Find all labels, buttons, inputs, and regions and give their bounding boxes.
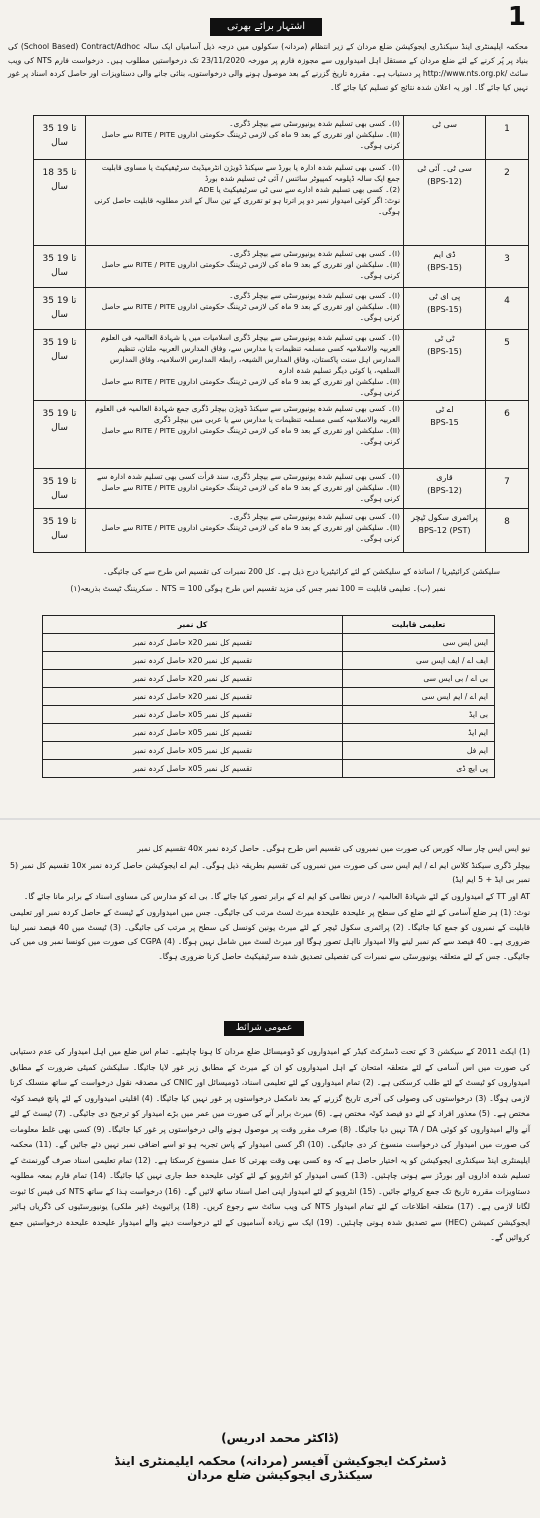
marks-table: [42, 615, 495, 778]
post-title: پرائمری سکول ٹیچر: [411, 513, 478, 522]
post-number: 6: [486, 401, 529, 469]
age-unit: سال: [51, 310, 68, 320]
intro-text-c: تک درخواستیں مطلوب ہیں۔ درخواست فارم NTS کی ویب سائٹ: [8, 55, 529, 78]
post-title: ڈی ایم: [433, 250, 456, 259]
post-requirements: [86, 330, 404, 401]
intro-basis: (School Based) Contract/Adhoc: [20, 42, 141, 51]
marks-qualification: ایس ایس سی: [343, 634, 495, 652]
post-title: سی ٹی۔ آئی ٹی: [417, 164, 472, 173]
posts-table-body: [34, 116, 529, 553]
age-range: 35 تا 19: [42, 124, 77, 134]
post-requirements: [86, 288, 404, 330]
age-range: 35 تا 19: [42, 517, 77, 527]
post-row: [34, 246, 529, 288]
post-row: [34, 288, 529, 330]
marks-row: [43, 742, 495, 760]
post-title: سی ٹی: [432, 120, 457, 129]
post-row: [34, 469, 529, 509]
post-bps: (BPS-15): [427, 305, 462, 314]
post-name: [404, 116, 486, 160]
marks-formula: حاصل کردہ نمبر x05 تقسیم کل نمبر: [43, 760, 343, 778]
intro-date: 23/11/2020: [201, 55, 246, 65]
post-number: 8: [486, 509, 529, 553]
post-bps: BPS-12 (PST): [418, 526, 471, 535]
general-conditions-text: (1) ایکٹ 2011 کے سیکشن 3 کے تحت ڈسٹرکٹ کیڈر کے امیدواروں کو ڈومیسائل ضلع مردان کا ہونا چاہئیے۔ تمام اس ضلع میں اہل امیدوار کی عدم دستیابی کی صورت میں اس آسامی کے لئے متعلقہ امتحان کے اہل امیدواروں کو ان کے میرٹ کے مطابق زیر غور لایا جائیگا۔ سلیکشن کمیٹی ضرورت کے مطابق امیدواروں کو ٹیسٹ کے لئے طلب کرسکتی ہے۔ (2) تمام امیدواروں کے لئے تعلیمی اسناد، ڈومیسائل اور CNIC کی مصدقہ نقول درخواست کے ساتھ منسلک کرنا لازمی ہوگا۔ (3) درخواستوں کی وصولی کی آخری تاریخ گزرنے کے بعد نامکمل درخواستوں پر غور نہیں کیا جائیگا۔ (4) اقلیتی امیدواروں کے لئے پانچ فیصد کوٹہ مختص ہے۔ (5) معذور افراد کے لئے دو فیصد کوٹہ مختص ہے۔ (6) میرٹ برابر آنے کی صورت میں عمر میں بڑے امیدوار کو ترجیح دی جائیگی۔ (7) ٹیسٹ کے لئے آنے والے امیدواروں کو کوئی TA / DA نہیں دیا جائیگا۔ (8) صرف مقرر وقت پر موصول ہونے والی درخواستوں پر غور کیا جائیگا۔ (9) کسی بھی غلط معلومات کی صورت میں امیدوار کی درخواست منسوخ کر دی جائیگی۔ (10) اگر کسی امیدوار کے پاس تجربہ ہو تو اسے اضافی نمبر نہیں دئے جائیں گے۔ (11) محکمہ ایلیمنٹری اینڈ سیکنڈری ایجوکیشن کو یہ اختیار حاصل ہے کہ وہ کسی بھی وقت بھرتی کا عمل منسوخ کرسکتا ہے۔ (12) تمام تعلیمی اسناد صرف گورنمنٹ کے تسلیم شدہ اداروں اور بورڈز سے ہونی چاہئیں۔ (13) کسی امیدوار کو انٹرویو کے لئے کوئی علیحدہ خط جاری نہیں کیا جائیگا۔ (14) تمام فارم بمعہ مطلوبہ دستاویزات مقررہ تاریخ تک جمع کروائے جائیں۔ (15) انٹرویو کے لئے امیدوار اپنی اصل اسناد ساتھ لائیں گے۔ (16) درخواست ہذا کے ساتھ NTS کی فیس کا ثبوت لگانا لازمی ہے۔ (17) متعلقہ اطلاعات کے لئے تمام امیدوار NTS کی ویب سائٹ سے رجوع کریں۔ (18) پرائیویٹ (غیر ملکی) یونیورسٹیوں کی ڈگریاں ہائیر ایجوکیشن کمیشن (HEC) سے تصدیق شدہ ہونی چاہئیں۔ (19) ایک سے زیادہ آسامیوں کے لئے درخواست دینے والے امیدوار علیحدہ علیحدہ درخواستیں جمع کروائیں گے۔: [10, 1047, 531, 1242]
marks-row: [43, 634, 495, 652]
post-number: 3: [486, 246, 529, 288]
marks-row: [43, 670, 495, 688]
marks-qualification: پی ایچ ڈی: [343, 760, 495, 778]
marks-formula: حاصل کردہ نمبر x05 تقسیم کل نمبر: [43, 742, 343, 760]
post-title: قاری: [436, 473, 453, 482]
age-unit: سال: [51, 268, 68, 278]
post-name: [404, 160, 486, 246]
requirement-line: (II)۔ سلیکشن اور تقرری کے بعد 9 ماہ کی لازمی ٹریننگ حکومتی اداروں RITE / PITE سے حاصل کرنی ہوگی۔: [101, 130, 400, 150]
marks-row: [43, 724, 495, 742]
post-requirements: [86, 469, 404, 509]
post-age-limit: [34, 330, 86, 401]
page-separator: [0, 818, 540, 820]
signature-name: (ڈاکٹر محمد ادریس): [221, 1431, 339, 1445]
nts-url-link[interactable]: http://www.nts.org.pk/: [422, 69, 508, 78]
requirement-line: (II)۔ سلیکشن اور تقرری کے بعد 9 ماہ کی لازمی ٹریننگ حکومتی اداروں RITE / PITE سے حاصل کرنی ہوگی۔: [101, 523, 400, 543]
post-number: 5: [486, 330, 529, 401]
post-bps: (BPS-15): [427, 347, 462, 356]
post-row: [34, 160, 529, 246]
marks-formula: حاصل کردہ نمبر x20 تقسیم کل نمبر: [43, 634, 343, 652]
post-number: 2: [486, 160, 529, 246]
note-paragraph: نیو ایس ایس چار سالہ کورس کی صورت میں نمبروں کی تقسیم اس طرح ہوگی۔ حاصل کردہ نمبر 40x تقسیم کل نمبر: [137, 844, 530, 853]
intro-text-d: پر دستیاب ہے۔ مقررہ تاریخ گزرنے کے بعد موصول ہونے والی درخواستوں، بنائی جانے والی دستاویزات اور حاصل کردہ اسناد پر غور نہیں کیا جائے گا۔ اور یہ اعلان شدہ نتائج کو تسلیم کیا جائے گا۔: [8, 69, 528, 92]
marks-qualification: ایم اے / ایم ایس سی: [343, 688, 495, 706]
age-range: 35 تا 19: [42, 296, 77, 306]
marks-table-body: [43, 634, 495, 778]
requirement-line: (I)۔ کسی بھی تسلیم شدہ یونیورسٹی سے بیچلر ڈگری۔: [229, 291, 400, 300]
requirement-line: (II)۔ سلیکشن اور تقرری کے بعد 9 ماہ کی لازمی ٹریننگ حکومتی اداروں RITE / PITE سے حاصل کرنی ہوگی۔: [101, 377, 400, 397]
post-number: 1: [486, 116, 529, 160]
marks-header-qualification: تعلیمی قابلیت: [343, 616, 495, 634]
requirement-line: (II)۔ سلیکشن اور تقرری کے بعد 9 ماہ کی لازمی ٹریننگ حکومتی اداروں RITE / PITE سے حاصل کرنی ہوگی۔: [101, 260, 400, 280]
marks-formula: حاصل کردہ نمبر x05 تقسیم کل نمبر: [43, 724, 343, 742]
post-bps: BPS-15: [430, 418, 459, 427]
age-range: 35 تا 19: [42, 338, 77, 348]
post-requirements: [86, 160, 404, 246]
post-title: اے ٹی: [435, 405, 454, 414]
marks-row: [43, 652, 495, 670]
requirement-line: (II)۔ سلیکشن اور تقرری کے بعد 9 ماہ کی لازمی ٹریننگ حکومتی اداروں RITE / PITE سے حاصل کرنی ہوگی۔: [101, 302, 400, 322]
marks-formula: حاصل کردہ نمبر x20 تقسیم کل نمبر: [43, 688, 343, 706]
marks-header-marks: کل نمبر: [43, 616, 343, 634]
marks-row: [43, 688, 495, 706]
post-age-limit: [34, 401, 86, 469]
age-unit: سال: [51, 182, 68, 192]
marks-qualification: ایم فل: [343, 742, 495, 760]
marks-qualification: بی ایڈ: [343, 706, 495, 724]
post-requirements: [86, 116, 404, 160]
age-unit: سال: [51, 138, 68, 148]
marks-formula: حاصل کردہ نمبر x20 تقسیم کل نمبر: [43, 652, 343, 670]
post-row: [34, 509, 529, 553]
general-conditions-title: عمومی شرائط: [224, 1021, 304, 1036]
requirement-line: (I)۔ کسی بھی تسلیم شدہ ادارہ یا بورڈ سے سیکنڈ ڈویژن انٹرمیڈیٹ سرٹیفیکیٹ یا مساوی قابلیت جمع ایک سالہ ڈپلومہ کمپیوٹر سائنس / آئی ٹی تسلیم شدہ بورڈ: [101, 163, 400, 183]
requirement-line: (II)۔ سلیکشن اور تقرری کے بعد 9 ماہ کی لازمی ٹریننگ حکومتی اداروں RITE / PITE سے حاصل کرنی ہوگی۔: [101, 483, 400, 503]
note-paragraph: AT اور TT کے امیدواروں کے لئے شہادۃ العالمیہ / درس نظامی کو ایم اے کے برابر تصور کیا جائے گا۔ بی اے کو مدارس کی مساوی اسناد کے برابر مانا جائے گا۔: [23, 891, 530, 901]
post-requirements: [86, 246, 404, 288]
post-number: 4: [486, 288, 529, 330]
requirement-line: (I)۔ کسی بھی تسلیم شدہ یونیورسٹی سے بیچلر ڈگری۔: [229, 512, 400, 521]
marks-qualification: ایف اے / ایف ایس سی: [343, 652, 495, 670]
intro-paragraph: [8, 40, 528, 94]
post-bps: (BPS-15): [427, 263, 462, 272]
signature-title: ڈسٹرکٹ ایجوکیشن آفیسر (مردانہ) محکمہ ایلیمنٹری اینڈ سیکنڈری ایجوکیشن ضلع مردان: [114, 1454, 446, 1482]
marks-formula: حاصل کردہ نمبر x05 تقسیم کل نمبر: [43, 706, 343, 724]
post-row: [34, 330, 529, 401]
page-number: 1: [507, 2, 526, 32]
post-requirements: [86, 401, 404, 469]
post-bps: (BPS-12): [427, 177, 462, 186]
age-unit: سال: [51, 423, 68, 433]
age-range: 35 تا 19: [42, 254, 77, 264]
post-title: ٹی ٹی: [434, 334, 455, 343]
post-name: [404, 469, 486, 509]
posts-table: [33, 115, 529, 553]
marks-qualification: ایم ایڈ: [343, 724, 495, 742]
post-name: [404, 330, 486, 401]
post-title: پی ای ٹی: [428, 292, 461, 301]
post-bps: (BPS-12): [427, 486, 462, 495]
requirement-line: (II)۔ سلیکشن اور تقرری کے بعد 9 ماہ کی لازمی ٹریننگ حکومتی اداروں RITE / PITE سے حاصل کرنی ہوگی۔: [101, 426, 400, 446]
requirement-line: (I)۔ کسی بھی تسلیم شدہ یونیورسٹی سے بیچلر ڈگری۔: [229, 249, 400, 258]
post-name: [404, 401, 486, 469]
marks-header-row: [43, 616, 495, 634]
marks-qualification: بی اے / بی ایس سی: [343, 670, 495, 688]
note-paragraph: نوٹ: (1) ہر ضلع آسامی کے لئے ضلع کی سطح پر علیحدہ علیحدہ میرٹ لسٹ مرتب کی جائیگی۔ جس میں امیدواروں کے ٹیسٹ کے حاصل کردہ نمبر اور تعلیمی قابلیت کے نمبروں کو جمع کیا جائیگا۔ (2) پرائمری سکول ٹیچر کے لئے میرٹ یونین کونسل کی سطح پر مرتب کی جائیگی۔ (3) ٹیسٹ میں 40 فیصد نمبر لینا ضروری ہے۔ 40 فیصد سے کم نمبر لینے والا امیدوار نااہل تصور ہوگا اور میرٹ لسٹ میں شامل نہیں ہوگا۔ (4) CGPA کی صورت میں کونسا نمبر وں میں کی جائیگی۔ جس کے لئے متعلقہ یونیورسٹی سے نمبرات کی تفصیلی تصدیق شدہ سرٹیفیکیٹ حاصل کرنا ضروری ہوگا۔: [10, 908, 531, 961]
marks-row: [43, 760, 495, 778]
selection-criteria-note: سلیکشن کرائیٹیریا / اساتذہ کے سلیکشن کے لئے کرائیٹیریا درج ذیل ہے۔ کل 200 نمبرات کی تقسیم اس طرح سے کی جائیگی۔: [103, 567, 500, 576]
marks-row: [43, 706, 495, 724]
post-name: [404, 509, 486, 553]
marks-formula: حاصل کردہ نمبر x20 تقسیم کل نمبر: [43, 670, 343, 688]
requirement-line: (I)۔ کسی بھی تسلیم شدہ یونیورسٹی سے سیکنڈ ڈویژن بیچلر ڈگری جمع شہادۃ العالمیہ فی العلوم العربیہ والاسلامیہ کسی مسلمہ تنظیمات یا مدارس سے یا عربی میں بیچلر ڈگری: [95, 404, 400, 424]
age-range: 18 تا 35: [42, 168, 77, 178]
advertisement-heading: اشتہار برائے بھرتی: [210, 18, 322, 36]
post-row: [34, 116, 529, 160]
post-number: 7: [486, 469, 529, 509]
post-row: [34, 401, 529, 469]
score-split-note: (۱)۔ سکریننگ ٹیسٹ بذریعہ NTS = 100 نمبر (ب)۔ تعلیمی قابلیت = 100 نمبر جس کی مزید تقسیم اس طرح ہوگی: [70, 584, 446, 593]
post-age-limit: [34, 469, 86, 509]
intro-text-a: محکمہ ایلیمنٹری اینڈ سیکنڈری ایجوکیشن ضلع مردان کے زیر انتظام (مردانہ) سکولوں میں درجہ ذیل آسامیاں ایک سالہ: [143, 42, 528, 51]
post-age-limit: [34, 116, 86, 160]
post-requirements: [86, 509, 404, 553]
age-range: 35 تا 19: [42, 477, 77, 487]
age-unit: سال: [51, 491, 68, 501]
requirement-line: (I)۔ کسی بھی تسلیم شدہ یونیورسٹی سے بیچلر ڈگری۔: [229, 119, 400, 128]
post-age-limit: [34, 509, 86, 553]
age-unit: سال: [51, 352, 68, 362]
requirement-line: نوٹ: اگر کوئی امیدوار نمبر دو پر اترتا ہو تو تقرری کے تین سال کے اندر مطلوبہ قابلیت حاصل کرنی ہوگی۔: [94, 196, 400, 216]
post-age-limit: [34, 288, 86, 330]
notes-paragraphs: [10, 842, 530, 966]
note-paragraph: بیچلر ڈگری سیکنڈ کلاس ایم اے / ایم ایس سی کی صورت میں نمبروں کی تقسیم بطریقہ ذیل ہوگی۔ ایم اے ایجوکیشن حاصل کردہ نمبر 10x تقسیم کل نمبر (5 نمبر بی ایڈ + 5 ایم ایڈ): [10, 860, 530, 884]
post-name: [404, 246, 486, 288]
requirement-line: (I)۔ کسی بھی تسلیم شدہ یونیورسٹی سے بیچلر ڈگری، سند قرأت کسی بھی تسلیم شدہ ادارہ سے: [96, 472, 400, 481]
requirement-line: (2)۔ کسی بھی تسلیم شدہ ادارے سے سی ٹی سرٹیفیکیٹ یا ADE: [198, 185, 400, 194]
post-age-limit: [34, 160, 86, 246]
post-age-limit: [34, 246, 86, 288]
post-name: [404, 288, 486, 330]
age-range: 35 تا 19: [42, 409, 77, 419]
requirement-line: (I)۔ کسی بھی تسلیم شدہ یونیورسٹی سے بیچلر ڈگری اسلامیات میں یا شہادۃ العالمیہ فی العلوم العربیہ والاسلامیہ کسی مسلمہ تنظیمات یا مدارس سے، وفاق المدارس العربیہ ملتان، تنظیم المدارس اہل سنت پاکستان، وفاق المدارس الشیعہ، رابطۃ المدارس الاسلامیہ، وفاق المدارس السلفیہ، یا کوئی دیگر تسلیم شدہ ادارہ: [100, 333, 400, 375]
age-unit: سال: [51, 531, 68, 541]
intro-text-b: کی بنیاد پر پُر کرنے کے لئے ضلع مردان کے مستقل اہل امیدواروں سے مجوزہ فارم پر مورخہ: [8, 42, 529, 65]
